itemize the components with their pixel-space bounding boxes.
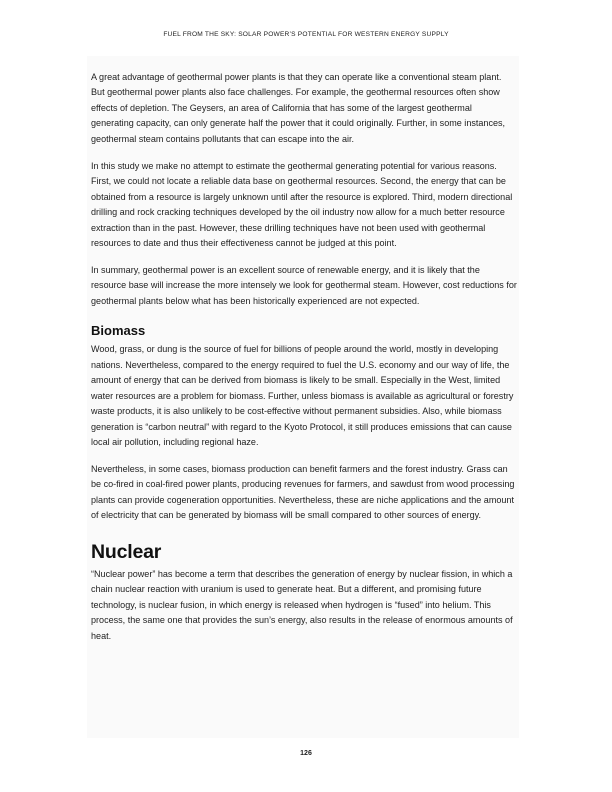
geothermal-paragraph-2: In this study we make no attempt to estimate the geothermal generating potential for various reasons. First, we could not locate a reliable data base on geothermal resources. Second, the energy that can be obtained from a resource is largely unknown until after the resource is explored. Third, modern directional drilling and rock cracking techniques developed by the oil industry now allow for a much better resource extraction than in the past. However, these drilling techniques have not been used with geothermal resources to date and thus their effectiveness cannot be judged at this point. — [91, 160, 513, 249]
page-number: 126 — [300, 750, 312, 757]
nuclear-heading: Nuclear — [91, 540, 162, 563]
body-text — [91, 70, 517, 656]
body-text-panel — [87, 56, 519, 738]
geothermal-paragraph-1: A great advantage of geothermal power plants is that they can operate like a conventional steam plant. But geothermal power plants also face challenges. For example, the geothermal resources often show effects of depletion. The Geysers, an area of California that has some of the largest geothermal generating capacity, can only generate half the power that it could originally. Further, in some instances, geothermal steam contains pollutants that can escape into the air. — [91, 72, 506, 144]
geothermal-paragraph-3: In summary, geothermal power is an excellent source of renewable energy, and it is likely that the resource base will increase the more intensely we look for geothermal steam. However, cost reductions for geothermal plants below what has been historically experienced are not expected. — [91, 264, 517, 306]
biomass-heading: Biomass — [91, 323, 146, 339]
running-header: FUEL FROM THE SKY: SOLAR POWER’S POTENTIAL FOR WESTERN ENERGY SUPPLY — [163, 31, 449, 38]
biomass-paragraph-1: Wood, grass, or dung is the source of fuel for billions of people around the world, mostly in developing nations. Nevertheless, compared to the energy required to fuel the U.S. economy and our way of life, the amount of energy that can be derived from biomass is likely to be small. Especially in the West, limited water resources are a problem for biomass. Further, unless biomass is available as agricultural or forestry waste products, it is also unlikely to be cost-effective without permanent subsidies. Also, while biomass generation is “carbon neutral” with regard to the Kyoto Protocol, it still produces emissions that can cause local air pollution, including regional haze. — [91, 344, 514, 448]
nuclear-paragraph-1: “Nuclear power” has become a term that describes the generation of energy by nuclear fission, in which a chain nuclear reaction with uranium is used to generate heat. But a different, and promising future technology, is nuclear fusion, in which energy is released when hydrogen is “fused” into helium. This process, the same one that provides the sun’s energy, also results in the release of enormous amounts of heat. — [91, 568, 513, 641]
biomass-paragraph-2: Nevertheless, in some cases, biomass production can benefit farmers and the forest industry. Grass can be co-fired in coal-fired power plants, producing revenues for farmers, and sawdust from wood processing plants can provide cogeneration opportunities. Nevertheless, these are niche applications and the amount of electricity that can be generated by biomass will be small compared to other sources of energy. — [91, 464, 515, 521]
